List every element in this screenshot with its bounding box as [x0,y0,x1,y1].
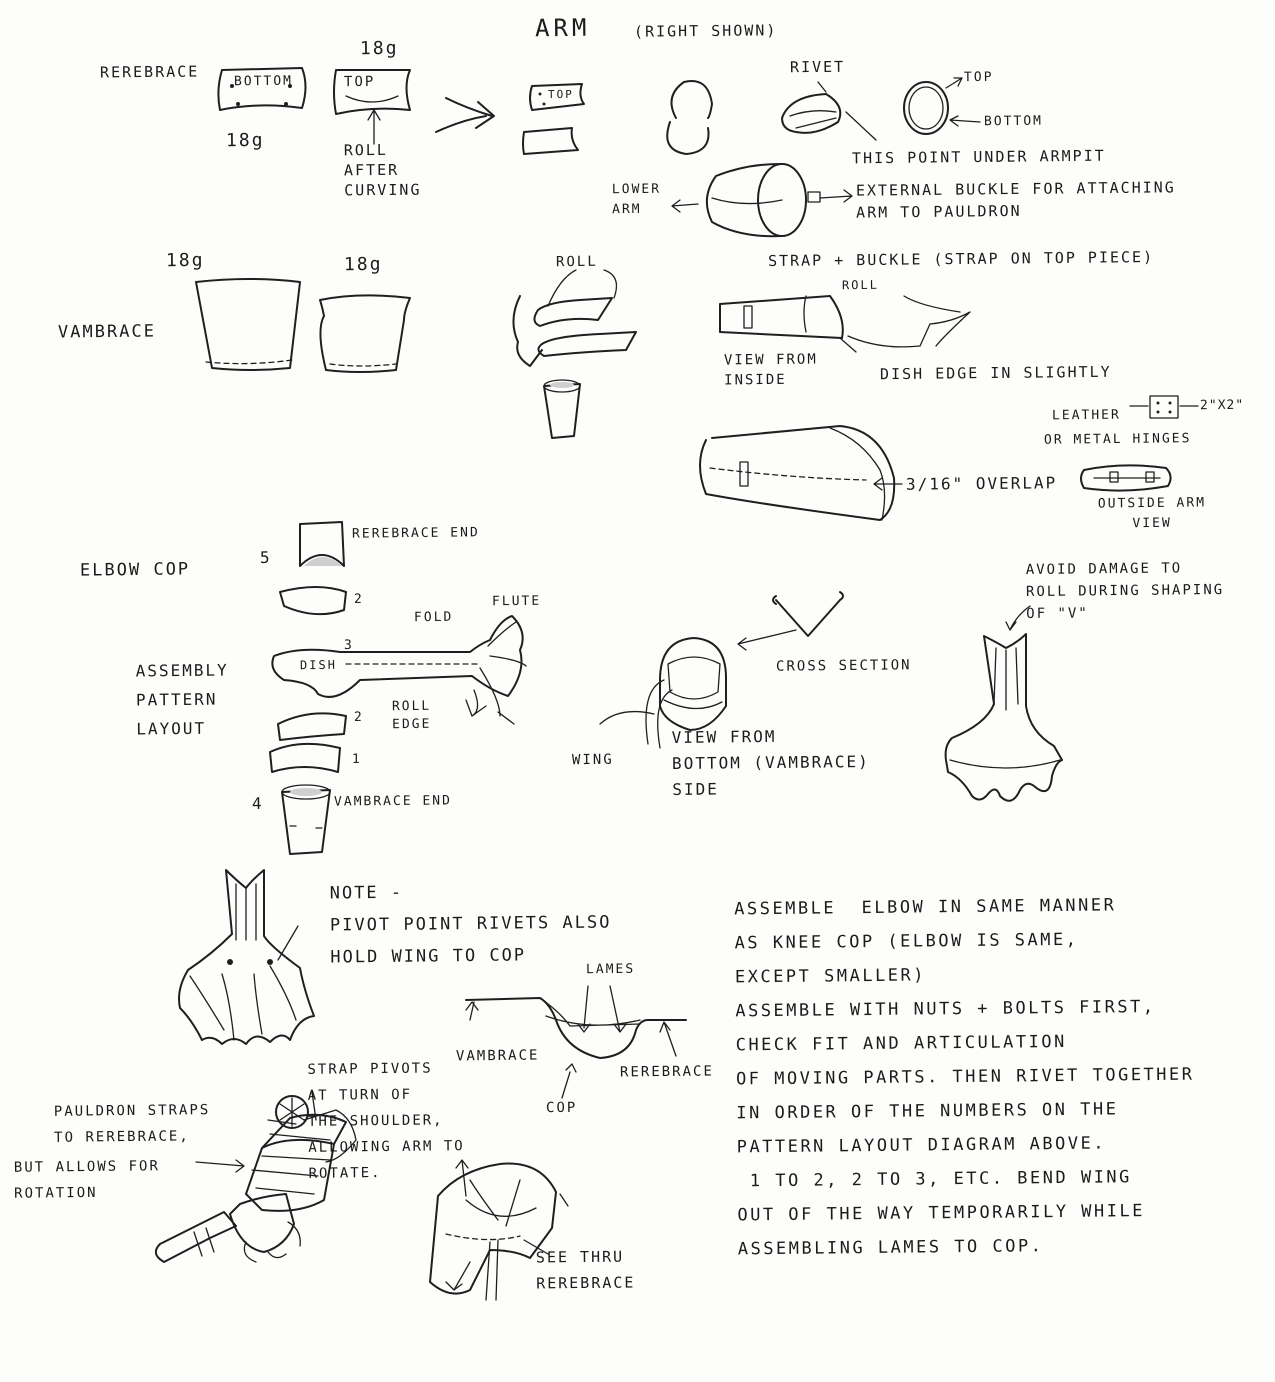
v-cross-section [773,592,843,636]
curved-bottom-half [667,122,708,154]
flute-label: FLUTE [491,593,542,610]
side-rerebrace-label: REREBRACE [619,1063,714,1081]
elbow-cop-label: ELBOW COP [79,559,191,581]
rerebrace-label: REREBRACE [99,62,200,82]
page-subtitle: (RIGHT SHOWN) [633,21,778,41]
number-3: 3 [343,637,354,654]
roll-after-curving-note: ROLL AFTER CURVING [343,140,422,200]
vambrace-left-plate [196,279,300,370]
end-view-ring [904,82,948,134]
vambrace-gauge-right: 18g [343,253,383,276]
number-2-upper: 2 [353,591,364,608]
top-arrow-label: TOP [963,69,994,86]
lame-2-lower [278,713,346,740]
leather-size: 2"X2" [1199,397,1245,414]
mini-top-label: TOP [547,87,574,102]
mini-bottom-plate [523,128,578,154]
lames-label: LAMES [585,961,636,978]
cross-section-label: CROSS SECTION [775,657,912,675]
see-thru-rerebrace-label: SEE THRU REREBRACE [535,1247,636,1293]
assembly-instructions: ASSEMBLE ELBOW IN SAME MANNER AS KNEE COP (ELBOW IS SAME, EXCEPT SMALLER) ASSEMBLE WITH NUTS + BOLTS FIRST, CHECK FIT AND ARTICULATION OF MOVING PARTS. THEN RIVET TOGETHER IN ORDER OF THE NUMBERS ON THE PATTERN LAYOUT DIAGRAM ABOVE. 1 TO 2, 2 TO 3, ETC. BEND WING OUT OF THE WAY TEMPORARILY WHILE ASSEMBLING LAMES TO COP. [734,895,1195,1260]
roll-detail [513,296,542,366]
view-from-bottom-label: VIEW FROM BOTTOM (VAMBRACE) SIDE [671,726,870,800]
vambrace-inside-view [720,296,843,338]
number-1: 1 [351,751,362,768]
number-4: 4 [251,793,264,814]
external-buckle-note: EXTERNAL BUCKLE FOR ATTACHING ARM TO PAULDRON [855,178,1176,222]
vambrace-right-plate [320,295,410,372]
cop-label: COP [545,1099,578,1117]
gauge-bottom: 18g [225,129,265,152]
side-vambrace-label: VAMBRACE [455,1047,540,1065]
fold-label: FOLD [413,609,454,626]
metal-hinges-label: OR METAL HINGES [1043,431,1192,448]
view-from-inside-label: VIEW FROM INSIDE [723,351,818,389]
bottom-plate-label: BOTTOM [233,73,294,90]
assembly-pattern-layout-label: ASSEMBLY PATTERN LAYOUT [135,660,229,739]
vambrace-end-label: VAMBRACE END [333,793,452,810]
rivet-joined-halves [782,94,840,133]
rivet-label: RIVET [789,57,846,77]
dish-label: DISH [299,657,337,673]
number-2-lower: 2 [353,709,364,726]
curved-top-half [672,81,713,118]
roll-edge-label: ROLL EDGE [391,698,432,733]
pivot-rivets-note: NOTE - PIVOT POINT RIVETS ALSO HOLD WING TO COP [329,882,612,968]
roll-arrow [368,110,380,144]
bottom-arrow-label: BOTTOM [983,113,1044,130]
vambrace-tube [700,426,894,520]
number-5: 5 [259,547,272,568]
vambrace-gauge-left: 18g [165,249,205,272]
strap-buckle-note: STRAP + BUCKLE (STRAP ON TOP PIECE) [767,247,1155,271]
roll-label-2: ROLL [841,277,879,293]
rotation-note: BUT ALLOWS FOR ROTATION [13,1158,160,1202]
rerebrace-end-label: REREBRACE END [351,525,480,542]
overlap-label: 3/16" OVERLAP [905,473,1058,494]
leather-label: LEATHER [1051,407,1121,424]
top-plate-label: TOP [343,73,376,91]
lame-1 [270,744,340,772]
cop-dish-with-fold [272,616,522,697]
outside-arm-view-label: OUTSIDE ARM VIEW [1097,495,1207,532]
dish-edge-note: DISH EDGE IN SLIGHTLY [879,362,1112,384]
wing-label: WING [571,751,614,769]
lame-2-upper [280,587,346,614]
big-arrow [436,98,494,132]
avoid-damage-note: AVOID DAMAGE TO ROLL DURING SHAPING OF "V" [1025,560,1225,623]
strap-pivots-note: STRAP PIVOTS AT TURN OF THE SHOULDER, ALLOWING ARM TO ROTATE. [307,1060,465,1182]
leather-hinge [1150,396,1178,418]
roll-label: ROLL [555,253,598,271]
vambrace-label: VAMBRACE [57,321,156,343]
pauldron-straps-note: PAULDRON STRAPS TO REREBRACE, [53,1102,211,1146]
page-title: ARM [534,13,591,43]
armpit-note: THIS POINT UNDER ARMPIT [851,146,1106,168]
gauge-top: 18g [359,37,399,60]
v-cop [946,634,1062,801]
lower-arm-label: LOWER ARM [611,181,662,218]
